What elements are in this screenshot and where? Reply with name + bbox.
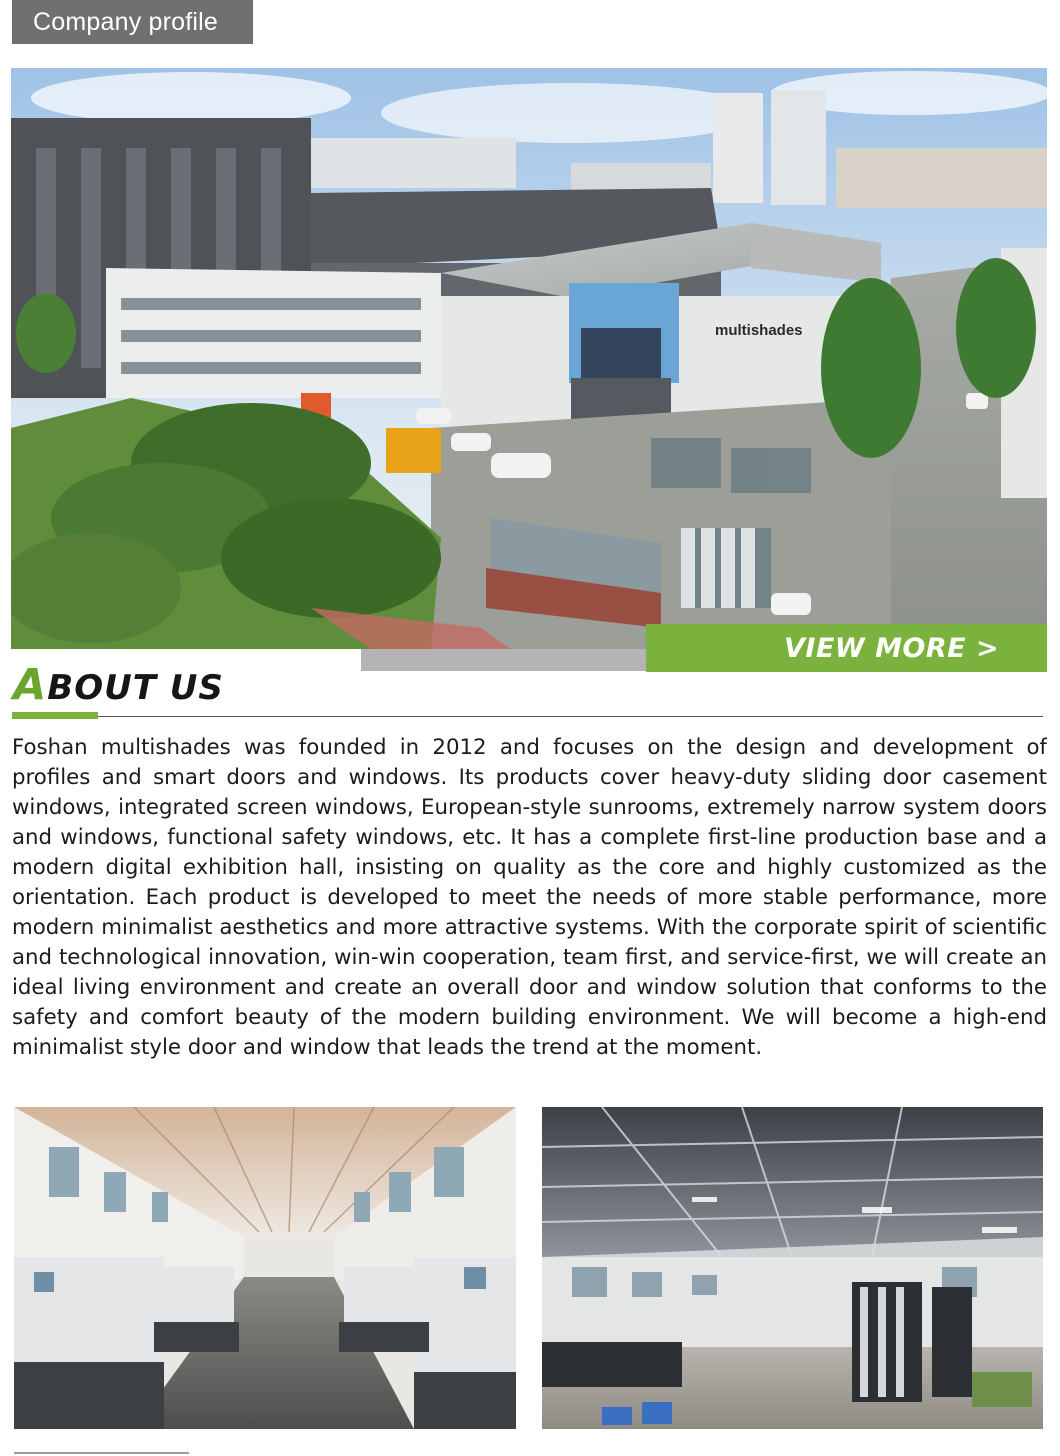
- factory-aerial-photo: [11, 68, 1047, 649]
- about-body-text: Foshan multishades was founded in 2012 and focuses on the design and development of profiles and smart doors and windows. Its products cover heavy-duty sliding door casement windows, integrated screen windows, European-style sunrooms, extremely narrow system doors and windows, functional safety windows, etc. It has a complete first-line production base and a modern digital exhibition hall, insisting on quality as the core and highly customized as the orientation. Each product is developed to meet the needs of more stable performance, more modern minimalist aesthetics and more attractive systems. With the corporate spirit of scientific and technological innovation, win-win cooperation, team first, and service-first, we will create an ideal living environment and create an overall door and window solution that conforms to the safety and comfort beauty of the modern building environment. We will become a high-end minimalist style door and window that leads the trend at the moment.: [12, 735, 1047, 1060]
- about-accent-bar: [12, 712, 98, 719]
- about-us-heading-initial: A: [13, 660, 48, 710]
- assembly-workshop-photo: [542, 1107, 1043, 1429]
- factory-sign-text: multishades: [715, 322, 803, 339]
- about-us-heading-rest: BOUT US: [47, 668, 224, 708]
- about-divider: [98, 716, 1043, 717]
- view-more-button[interactable]: VIEW MORE >: [646, 624, 1047, 672]
- bottom-divider: [14, 1452, 189, 1454]
- about-us-heading: [13, 660, 224, 710]
- workshop-machines-photo: [14, 1107, 516, 1429]
- cta-gray-bar: [361, 649, 646, 671]
- company-profile-tag: Company profile: [12, 0, 253, 44]
